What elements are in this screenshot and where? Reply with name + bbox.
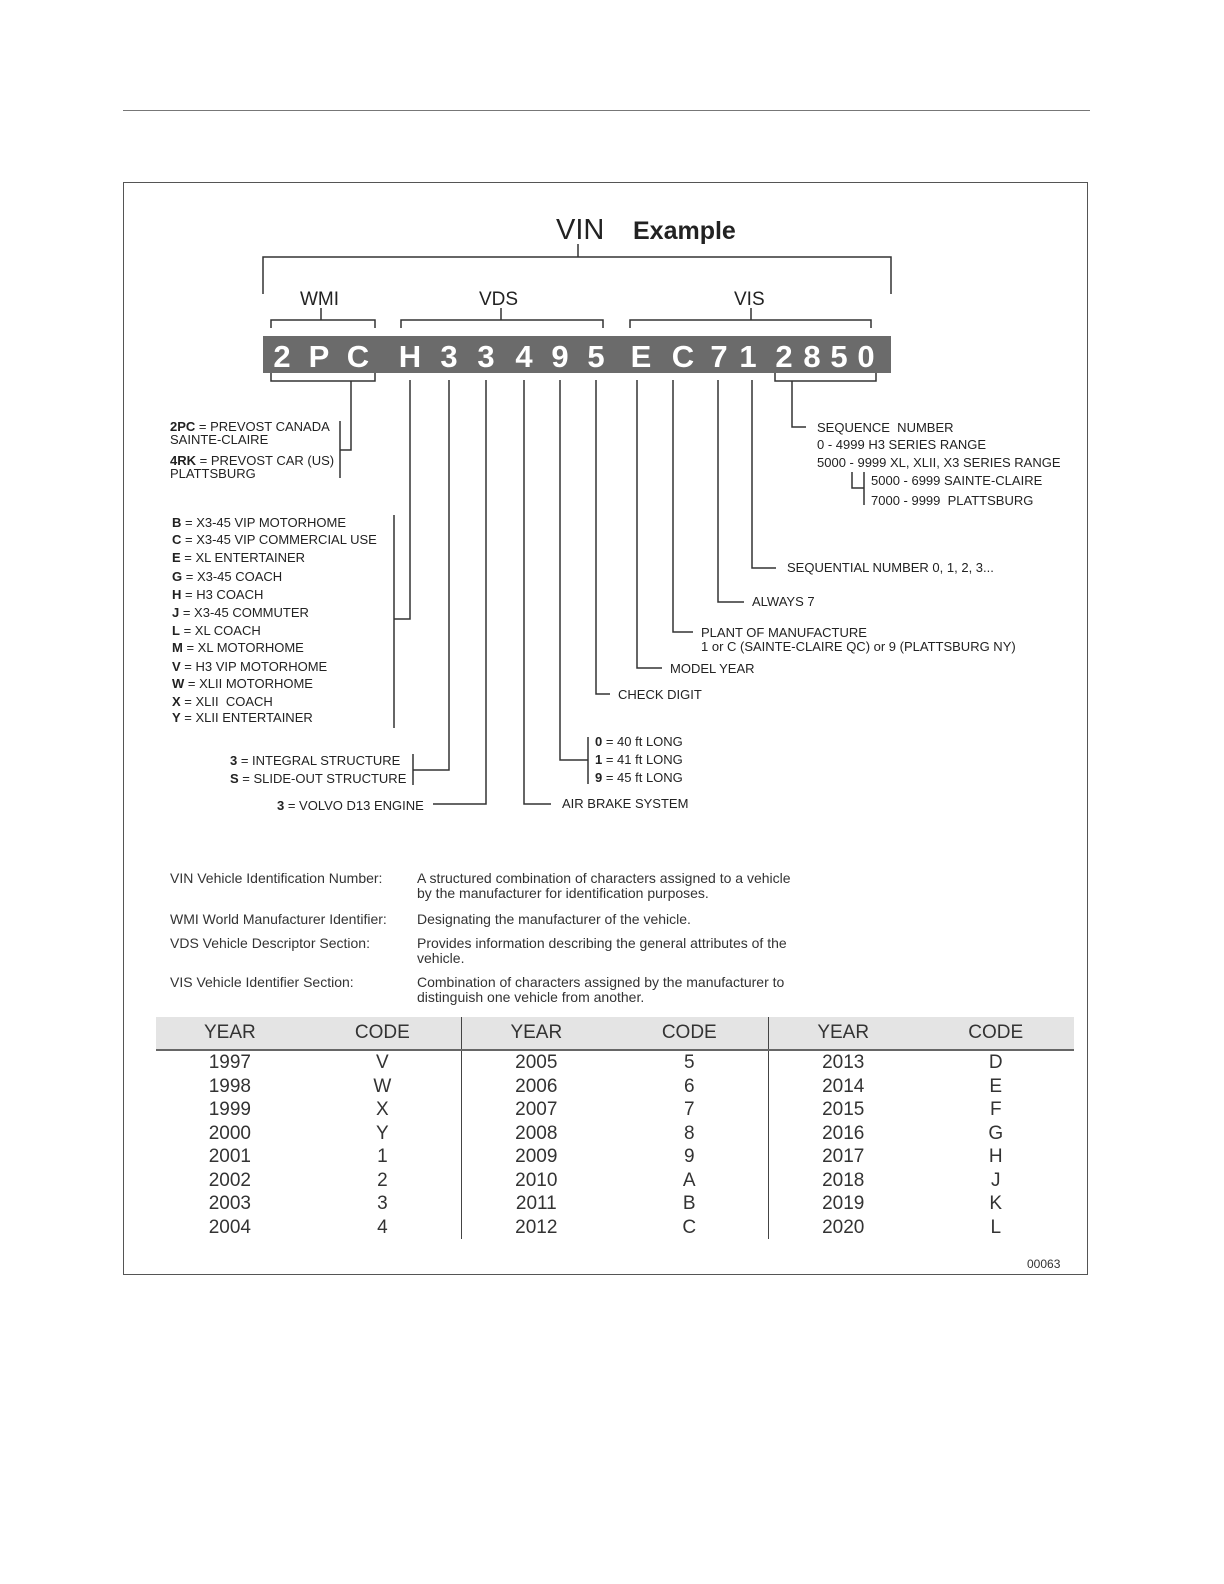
year-code-table (156, 1017, 1074, 1239)
code-cell: G (988, 1122, 1004, 1144)
definition-desc: A structured combination of characters assigned to a vehicle by the manufacturer for identification purposes. (417, 870, 791, 901)
year-cell: 2019 (822, 1193, 865, 1215)
model-legend-item: B = X3-45 VIP MOTORHOME (172, 515, 346, 530)
vin-title-bold: Example (633, 217, 736, 245)
model-legend-item: W = XLII MOTORHOME (172, 676, 313, 691)
code-cell: 4 (304, 1216, 462, 1240)
code-cell: A (611, 1169, 769, 1193)
table-row (156, 1216, 1074, 1240)
model-legend-item: Y = XLII ENTERTAINER (172, 710, 313, 725)
model-legend-item: C = X3-45 VIP COMMERCIAL USE (172, 532, 377, 547)
engine-legend: 3 = VOLVO D13 ENGINE (277, 798, 424, 813)
year-cell: 2006 (515, 1075, 558, 1097)
definition-desc: Designating the manufacturer of the vehicle. (417, 911, 691, 927)
vis-label: VIS (734, 289, 765, 310)
code-cell: 6 (611, 1075, 769, 1099)
wmi-legend-1-line2: SAINTE-CLAIRE (170, 432, 269, 447)
year-cell: 2015 (822, 1099, 865, 1121)
code-cell: J (991, 1169, 1001, 1191)
brackets (263, 244, 891, 804)
structure-legend-2: S = SLIDE-OUT STRUCTURE (230, 771, 407, 786)
year-cell: 2008 (515, 1122, 558, 1144)
year-cell: 2003 (208, 1193, 251, 1215)
year-cell: 1998 (208, 1075, 251, 1097)
check-digit-label: CHECK DIGIT (618, 687, 702, 702)
code-cell: H (988, 1146, 1003, 1168)
year-cell: 2009 (515, 1146, 558, 1168)
figure-id: 00063 (1027, 1257, 1061, 1271)
definition-term: WMI World Manufacturer Identifier: (170, 911, 387, 927)
always7-label: ALWAYS 7 (752, 594, 815, 609)
definition-desc: Provides information describing the general attributes of the vehicle. (417, 935, 787, 966)
model-legend-item: X = XLII COACH (172, 694, 273, 709)
vin-character: 0 (857, 339, 875, 374)
year-cell: 2016 (822, 1122, 865, 1144)
vin-character: 7 (710, 339, 728, 374)
code-cell: K (989, 1193, 1003, 1215)
model-legend-item: J = X3-45 COMMUTER (172, 605, 309, 620)
vin-character: 3 (477, 339, 495, 374)
model-legend-item: L = XL COACH (172, 623, 261, 638)
code-cell: B (611, 1192, 769, 1216)
sequence-line1: 0 - 4999 H3 SERIES RANGE (817, 437, 987, 452)
header-code: CODE (918, 1017, 1074, 1050)
header-year: YEAR (768, 1017, 917, 1050)
vin-character: C (671, 339, 695, 374)
length-legend-1: 0 = 40 ft LONG (595, 734, 683, 749)
code-cell: W (304, 1075, 462, 1099)
year-cell: 2011 (515, 1193, 557, 1215)
sequence-sub1: 5000 - 6999 SAINTE-CLAIRE (871, 473, 1043, 488)
year-cell: 2001 (208, 1146, 251, 1168)
code-cell: 1 (304, 1145, 462, 1169)
sequence-sub2: 7000 - 9999 PLATTSBURG (871, 493, 1034, 508)
wmi-label: WMI (300, 289, 340, 310)
definition-term: VDS Vehicle Descriptor Section: (170, 935, 370, 951)
plant-label: PLANT OF MANUFACTURE (701, 625, 867, 640)
sequential-label: SEQUENTIAL NUMBER 0, 1, 2, 3... (787, 560, 994, 575)
vin-character: 2 (273, 339, 291, 374)
code-cell: L (990, 1216, 1002, 1238)
wmi-legend-2-line2: PLATTSBURG (170, 466, 256, 481)
table-row (156, 1145, 1074, 1169)
vin-character: 1 (739, 339, 757, 374)
code-cell: E (989, 1075, 1003, 1097)
year-cell: 1999 (208, 1099, 251, 1121)
code-cell: 2 (304, 1169, 462, 1193)
vin-character: 8 (803, 339, 821, 374)
model-legend-item: H = H3 COACH (172, 587, 264, 602)
vin-character: P (308, 339, 330, 374)
year-cell: 2007 (515, 1099, 558, 1121)
vin-character: 5 (587, 339, 605, 374)
table-row (156, 1169, 1074, 1193)
model-legend (172, 515, 377, 725)
vin-character: E (630, 339, 652, 374)
year-cell: 2000 (208, 1122, 251, 1144)
table-header-row (156, 1017, 1074, 1050)
code-cell: 3 (304, 1192, 462, 1216)
year-cell: 2018 (822, 1169, 865, 1191)
structure-legend-1: 3 = INTEGRAL STRUCTURE (230, 753, 401, 768)
code-cell: Y (304, 1122, 462, 1146)
plant-label-line2: 1 or C (SAINTE-CLAIRE QC) or 9 (PLATTSBURG NY) (701, 639, 1016, 654)
table-row (156, 1122, 1074, 1146)
vds-label: VDS (479, 289, 519, 310)
year-cell: 1997 (208, 1052, 251, 1074)
year-cell: 2017 (822, 1146, 865, 1168)
code-cell: D (988, 1052, 1003, 1074)
length-legend-2: 1 = 41 ft LONG (595, 752, 683, 767)
year-cell: 2002 (208, 1169, 251, 1191)
year-cell: 2010 (515, 1169, 558, 1191)
model-year-label: MODEL YEAR (670, 661, 755, 676)
brake-label: AIR BRAKE SYSTEM (562, 796, 689, 811)
header-year: YEAR (462, 1017, 611, 1050)
header-code: CODE (304, 1017, 462, 1050)
wmi-legend-2: 4RK = PREVOST CAR (US) (170, 453, 335, 468)
code-cell: 9 (611, 1145, 769, 1169)
sequence-line2: 5000 - 9999 XL, XLII, X3 SERIES RANGE (817, 455, 1061, 470)
header-year: YEAR (156, 1017, 304, 1050)
header-code: CODE (611, 1017, 769, 1050)
code-cell: V (304, 1050, 462, 1075)
code-cell: F (989, 1099, 1002, 1121)
code-cell: 7 (611, 1098, 769, 1122)
wmi-legend-1: 2PC = PREVOST CANADA (170, 419, 330, 434)
code-cell: X (304, 1098, 462, 1122)
sequence-title: SEQUENCE NUMBER (817, 420, 954, 435)
table-row (156, 1050, 1074, 1075)
vin-character: C (346, 339, 370, 374)
definition-desc: Combination of characters assigned by the manufacturer to distinguish one vehicle from another. (417, 974, 785, 1005)
definition-term: VIN Vehicle Identification Number: (170, 870, 383, 886)
code-cell: C (611, 1216, 769, 1240)
vin-character: 3 (440, 339, 458, 374)
model-legend-item: V = H3 VIP MOTORHOME (172, 659, 328, 674)
model-legend-item: M = XL MOTORHOME (172, 640, 304, 655)
year-cell: 2012 (515, 1216, 558, 1238)
length-legend-3: 9 = 45 ft LONG (595, 770, 683, 785)
year-cell: 2014 (822, 1075, 865, 1097)
code-cell: 8 (611, 1122, 769, 1146)
definition-term: VIS Vehicle Identifier Section: (170, 974, 354, 990)
vin-character: 2 (775, 339, 793, 374)
vin-character: 5 (830, 339, 848, 374)
model-legend-item: E = XL ENTERTAINER (172, 550, 306, 565)
year-cell: 2020 (822, 1216, 865, 1238)
vin-character: 4 (515, 339, 533, 374)
year-cell: 2013 (822, 1052, 865, 1074)
model-legend-item: G = X3-45 COACH (172, 569, 283, 584)
year-cell: 2005 (515, 1052, 558, 1074)
table-row (156, 1192, 1074, 1216)
year-cell: 2004 (208, 1216, 251, 1238)
vin-title: VIN (556, 214, 605, 246)
table-row (156, 1075, 1074, 1099)
code-cell: 5 (611, 1050, 769, 1075)
vin-character: H (398, 339, 422, 374)
table-row (156, 1098, 1074, 1122)
vin-character: 9 (551, 339, 569, 374)
